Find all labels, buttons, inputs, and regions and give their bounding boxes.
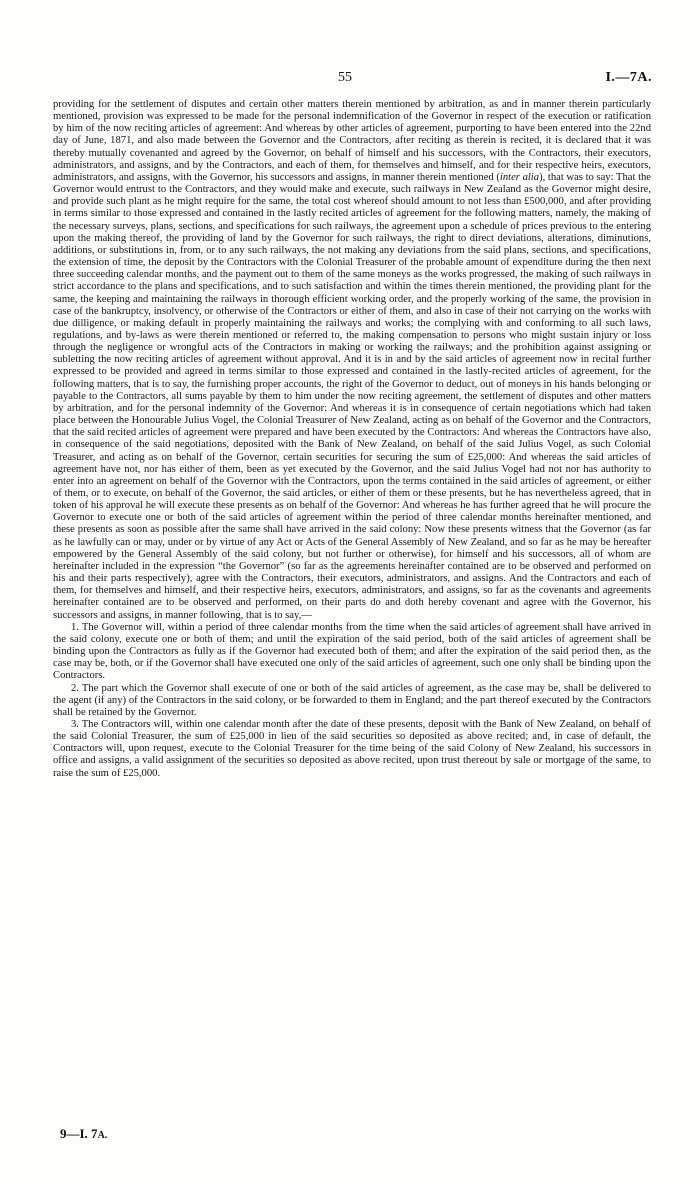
printer-signature xyxy=(60,1126,107,1142)
paragraph-continuation xyxy=(53,99,651,622)
latin-phrase: inter alia xyxy=(499,171,540,183)
page-number: 55 xyxy=(338,70,352,85)
signature-suffix: A. xyxy=(97,1130,108,1141)
clause-3: 3. The Contractors will, within one calendar month after the date of these presents, deposit with the Bank of New Zealand, on behalf of the said Colonial Treasurer, the sum of £25,000 in lieu of the said securities so deposited as above recited; and, in case of default, the Contractors will, upon request, execute to the Colonial Treasurer for the time being of the said Colony of New Zealand, his successors in office and assigns, a valid assignment of the securities so deposited as above recited, upon trust thereout by sale or mortgage of the same, to raise the sum of £25,000. xyxy=(53,718,651,779)
paragraph-text-part-1: providing for the settlement of disputes and certain other matters therein mentioned by arbitration, as and in manner therein particularly mentioned, provision was expressed to be made for the personal indemnification of the Governor in respect of the execution or ratification by him of the now reciting articles of agreement: And whereas by other articles of agreement, purporting to have been entered into the 22nd day of June, 1871, and also made between the Governor and the Contractors, after reciting as therein is recited, it is declared that it was thereby mutually covenanted and agreed by the Governor, on behalf of himself and his successors, with the Contractors, their executors, administrators, and assigns, and by the Contractors, and each of them, for themselves and himself, and for their respective heirs, executors, administrators, and assigns, with the Governor, his successors and assigns, in manner therein mentioned ( xyxy=(53,99,651,183)
paper-reference: I.—7A. xyxy=(605,70,652,85)
clause-2: 2. The part which the Governor shall execute of one or both of the said articles of agreement, as the case may be, shall be delivered to the agent (if any) of the Contractors in the said colony, or be forwarded to them in England; and the part thereof executed by the Contractors shall be retained by the Governor. xyxy=(53,682,651,718)
clause-1: 1. The Governor will, within a period of three calendar months from the time when the said articles of agreement shall have arrived in the said colony, execute one or both of them; and until the expiration of the said period, both of the said articles of agreement shall be binding upon the Contractors as fully as if the Governor had executed both of them; and after the expiration of the said period then, as the case may be, both, or if the Governor shall have executed one only of the said articles of agreement, such one only shall be binding upon the Contractors. xyxy=(53,621,651,682)
page-header xyxy=(0,70,700,90)
signature-mark: 9—I. 7 xyxy=(60,1126,98,1141)
body-text xyxy=(53,99,651,780)
paragraph-text-part-2: ), that was to say: That the Governor would entrust to the Contractors, and they would make and execute, such railways in New Zealand as the Governor might desire, and provide such plant as he might require for the same, the total cost whereof should amount to not less than £500,000, and after providing in terms similar to those expressed and contained in the lastly recited articles of agreement for the following matters, namely, the making of the necessary surveys, plans, sections, and specifications for such railways, the agreement upon a schedule of prices previous to the entering upon the making thereof, the providing of land by the Governor for such railways, the right to direct deviations, alterations, diminutions, additions, or substitutions in, from, or to any such railways, the not making any deviations from the said plans, sections, and specifications, the extension of time, the deposit by the Contractors with the Colonial Treasurer of the probable amount of expenditure during the then next three succeeding calendar months, and the payment out to them of the same moneys as the works progressed, the making of such railways in strict accordance to the plans and specifications, and to such satisfaction and within the times therein mentioned, the providing plant for the same, the keeping and maintaining the railways in thorough efficient working order, and the properly working of the same, the provision in case of the bankruptcy, insolvency, or otherwise of the Contractors or either of them, and also in case of their not carrying on the works with due dilligence, or making default in properly maintaining the railways and works; the complying with and conforming to all such laws, regulations, and by-laws as were therein mentioned or referred to, the making compensation to persons who might sustain injury or loss through the negligence or wrongful acts of the Contractors in making or working the railways; and the prohibition against assigning or subletting the now reciting articles of agreement without approval. And it is in and by the said articles of agreement now in recital further expressed to be provided and agreed in terms similar to those expressed and contained in the lastly-recited articles of agreement, for the following matters, that is to say, the furnishing proper accounts, the right of the Governor to deduct, out of moneys in his hands belonging or payable to the Contractors, all sums payable by them to him under the now reciting agreement, the settlement of disputes and other matters by arbitration, and for the personal indemnity of the Governor: And whereas it is in consequence of certain negotiations which had taken place between the Honourable Julius Vogel, the Colonial Treasurer of New Zealand, acting as on behalf of the Governor and the Contractors, that the said recited articles of agreement were prepared and have been executed by the Contractors: And whereas the Contractors have also, in consequence of the said negotiations, deposited with the Bank of New Zealand, on behalf of the said Julius Vogel, as such Colonial Treasurer, and acting as on behalf of the Governor, certain securities for securing the sum of £25,000: And whereas the said articles of agreement have not, nor has either of them, been as yet executed by the Governor, and the said Julius Vogel had not nor has authority to enter into an agreement on behalf of the Governor with the Contractors, upon the terms contained in the said articles of agreement, or either of them, or to execute, on behalf of the Governor, the said articles, or either of them or these presents, but he has nevertheless agreed, that in token of his approval he will execute these presents as on behalf of the Governor: And whereas he has further agreed that he will procure the Governor to execute one or both of the said articles of agreement within the period of three calendar months hereinafter mentioned, and these presents as soon as possible after the same shall have arrived in the said colony: Now these presents witness that the Governor (as far as he lawfully can or may, under or by virtue of any Act or Acts of the General Assembly of New Zealand, and so far as he may be hereafter empowered by the General Assembly of the said colony, but not further or otherwise), for himself and his successors, all of whom are hereinafter included in the expression “the Governor” (so far as the agreements hereinafter contained are to be observed and performed on his and their parts respectively), agree with the Contractors, their executors, administrators, and assigns. And the Contractors and each of them, for themselves and himself, and their respective heirs, executors, administrators, and assigns, so far as the covenants and agreements hereinafter contained are to be observed and performed, on their parts do and doth hereby covenant and agree with the Governor, his successors and assigns, in manner following, that is to say,— xyxy=(53,171,652,621)
